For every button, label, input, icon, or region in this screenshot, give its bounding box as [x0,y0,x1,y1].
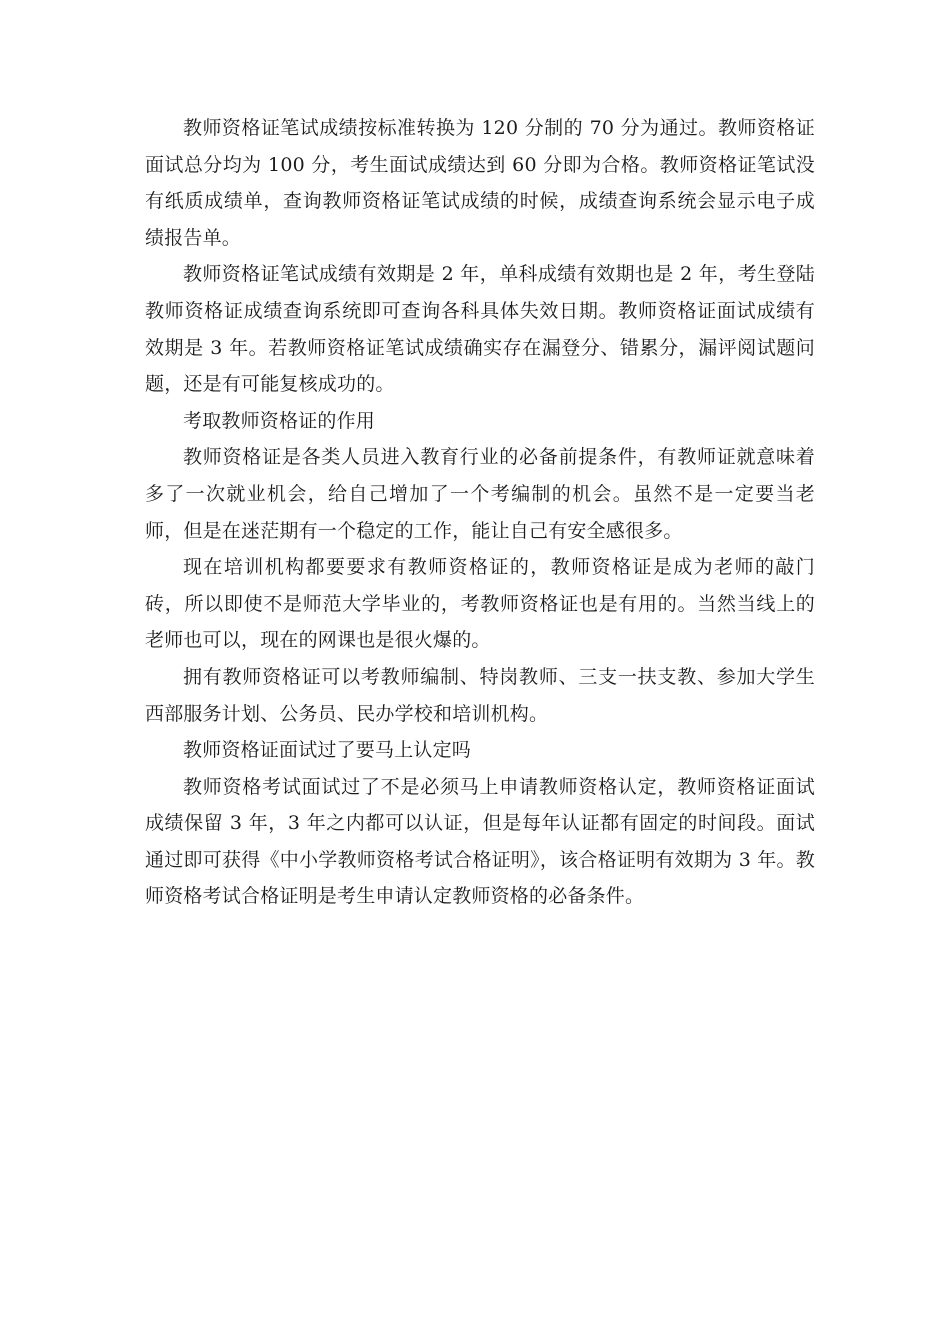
paragraph-career-options: 拥有教师资格证可以考教师编制、特岗教师、三支一扶支教、参加大学生西部服务计划、公务员、民办学校和培训机构。 [145,665,815,725]
paragraph-certification-timing: 教师资格考试面试过了不是必须马上申请教师资格认定，教师资格证面试成绩保留 3 年，3 年之内都可以认证，但是每年认证都有固定的时间段。面试通过即可获得《中小学教师资格考试合格证明》，该合格证明有效期为 3 年。教师资格考试合格证明是考生申请认定教师资格的必备条件。 [145,775,815,908]
paragraph-score-validity: 教师资格证笔试成绩有效期是 2 年，单科成绩有效期也是 2 年，考生登陆教师资格证成绩查询系统即可查询各科具体失效日期。教师资格证面试成绩有效期是 3 年。若教师资格证笔试成绩确实存在漏登分、错累分，漏评阅试题问题，还是有可能复核成功的。 [145,263,815,396]
paragraph-certificate-purpose: 教师资格证是各类人员进入教育行业的必备前提条件，有教师证就意味着多了一次就业机会，给自己增加了一个考编制的机会。虽然不是一定要当老师，但是在迷茫期有一个稳定的工作，能让自己有安全感很多。 [145,446,815,542]
section-heading-certification-timing: 教师资格证面试过了要马上认定吗 [183,739,472,762]
paragraph-training-institutions: 现在培训机构都要要求有教师资格证的，教师资格证是成为老师的敲门砖，所以即使不是师范大学毕业的，考教师资格证也是有用的。当然当线上的老师也可以，现在的网课也是很火爆的。 [145,556,815,652]
section-heading-certificate-purpose: 考取教师资格证的作用 [183,409,376,432]
document-body [145,110,815,915]
paragraph-score-conversion: 教师资格证笔试成绩按标准转换为 120 分制的 70 分为通过。教师资格证面试总分均为 100 分，考生面试成绩达到 60 分即为合格。教师资格证笔试没有纸质成绩单，查询教师资格证笔试成绩的时候，成绩查询系统会显示电子成绩报告单。 [145,117,815,249]
